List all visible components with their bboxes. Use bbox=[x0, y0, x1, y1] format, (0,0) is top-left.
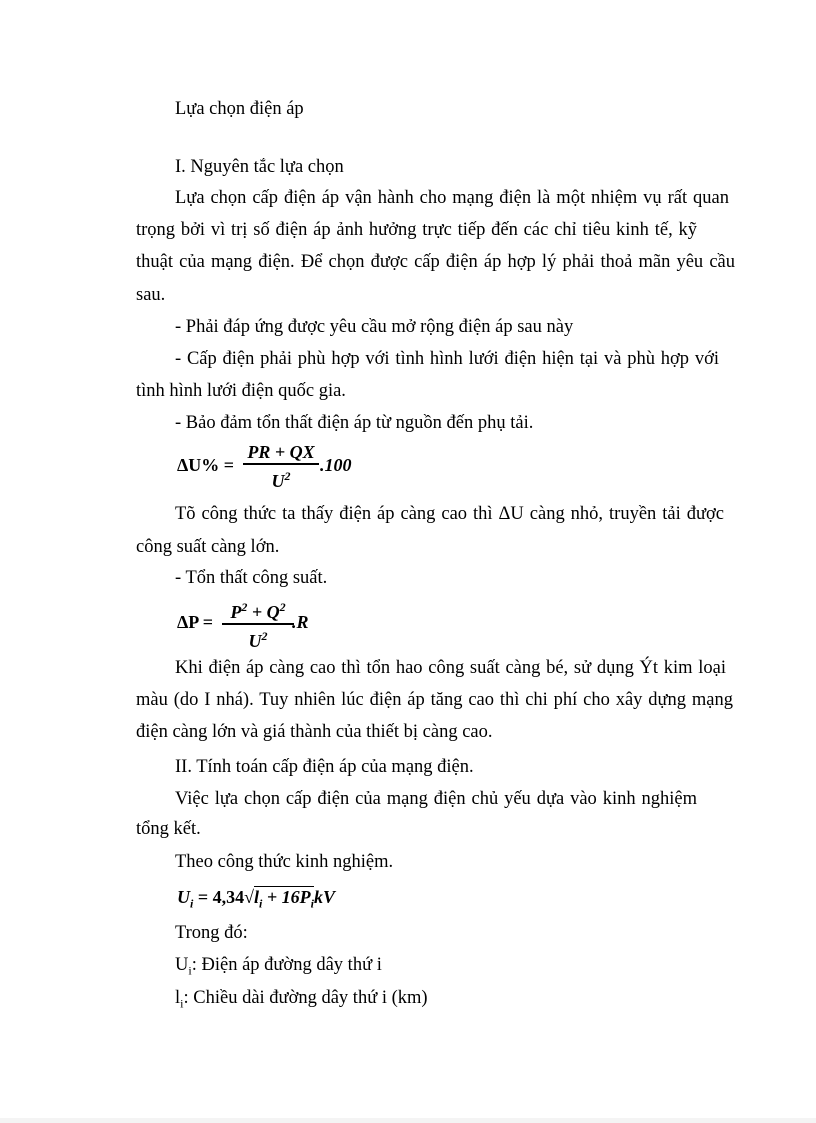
bullet-3: - Bảo đảm tổn thất điện áp từ nguồn đến phụ tải. bbox=[175, 413, 534, 433]
definition-li: $l_i$: Chiều dài đường dây thứ i (km) bbox=[175, 988, 428, 1011]
paragraph-4-line-1: Việc lựa chọn cấp điện của mạng điện chủ yếu dựa vào kinh nghiệm bbox=[175, 789, 697, 809]
paragraph-1-line-1: Lựa chọn cấp điện áp vận hành cho mạng điện là một nhiệm vụ rất quan bbox=[175, 188, 729, 208]
paragraph-3-line-3: điện càng lớn và giá thành của thiết bị càng cao. bbox=[136, 722, 493, 742]
paragraph-1-line-4: sau. bbox=[136, 285, 166, 305]
formula-empirical-voltage: $U_i = 4,34√l_i + 16P_ikV$ bbox=[177, 887, 335, 911]
section-heading-2: II. Tính toán cấp điện áp của mạng điện. bbox=[175, 757, 474, 777]
bullet-2-line-1: - Cấp điện phải phù hợp với tình hình lưới điện hiện tại và phù hợp với bbox=[175, 349, 719, 369]
bullet-4: - Tổn thất công suất. bbox=[175, 568, 328, 588]
paragraph-3-line-1: Khi điện áp càng cao thì tổn hao công suất càng bé, sử dụng Ýt kim loại bbox=[175, 658, 726, 678]
paragraph-4-line-2: tổng kết. bbox=[136, 819, 201, 839]
paragraph-5: Theo công thức kinh nghiệm. bbox=[175, 852, 394, 872]
section-heading-1: I. Nguyên tắc lựa chọn bbox=[175, 157, 344, 177]
paragraph-1-line-2: trọng bởi vì trị số điện áp ảnh hưởng trực tiếp đến các chỉ tiêu kinh tế, kỹ bbox=[136, 220, 697, 240]
paragraph-2-line-2: công suất càng lớn. bbox=[136, 537, 280, 557]
paragraph-1-line-3: thuật của mạng điện. Để chọn được cấp điện áp hợp lý phải thoả mãn yêu cầu bbox=[136, 252, 735, 272]
page-title: Lựa chọn điện áp bbox=[175, 99, 304, 119]
paragraph-3-line-2: màu (do I nhá). Tuy nhiên lúc điện áp tăng cao thì chi phí cho xây dựng mạng bbox=[136, 690, 733, 710]
page-bottom-edge bbox=[0, 1118, 816, 1123]
paragraph-2-line-1: Tõ công thức ta thấy điện áp càng cao thì ΔU càng nhỏ, truyền tải được bbox=[175, 504, 724, 524]
where-label: Trong đó: bbox=[175, 923, 248, 943]
bullet-1: - Phải đáp ứng được yêu cầu mở rộng điện áp sau này bbox=[175, 317, 574, 337]
bullet-2-line-2: tình hình lưới điện quốc gia. bbox=[136, 381, 346, 401]
definition-ui: $U_i$: Điện áp đường dây thứ i bbox=[175, 955, 382, 978]
